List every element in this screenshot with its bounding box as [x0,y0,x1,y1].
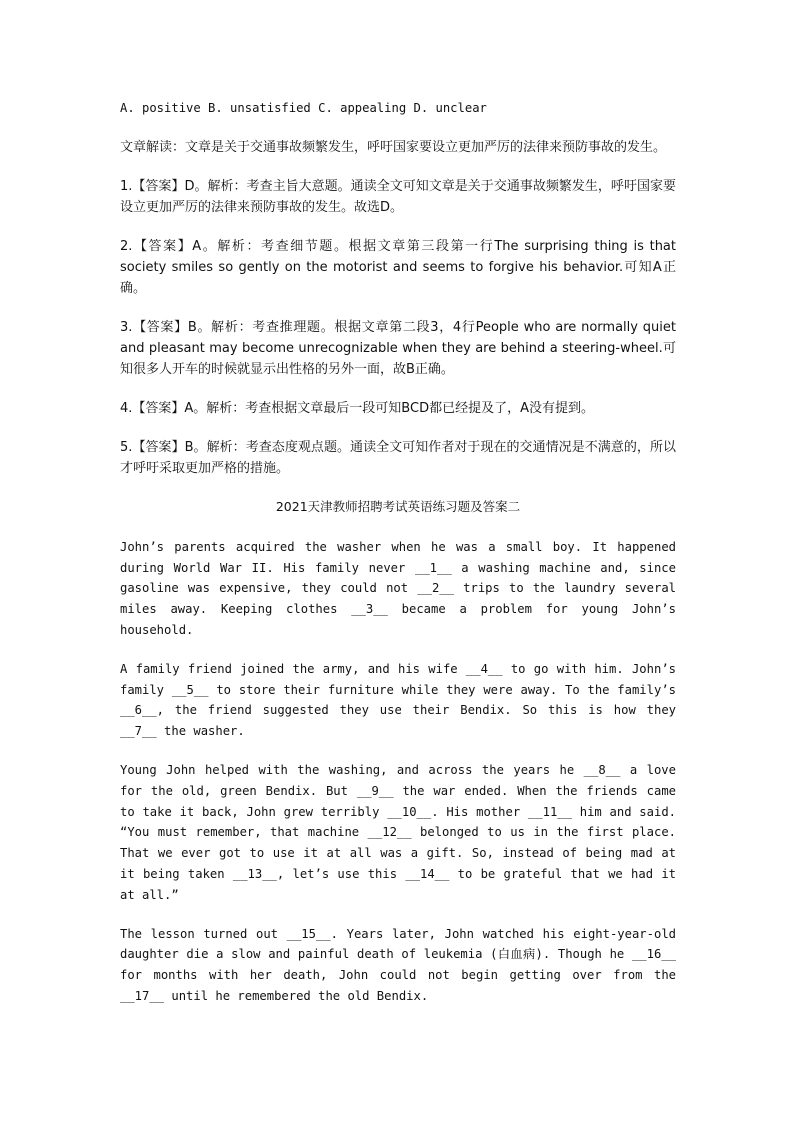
answer-3: 3.【答案】B。解析：考查推理题。根据文章第二段3，4行People who are normally quiet and pleasant may become unrecognizable when they are behind a steering-wheel.可知很多人开车的时候就显示出性格的另外一面，故B正确。 [120,319,676,377]
passage-paragraph-1: John’s parents acquired the washer when he was a small boy. It happened during World War II. His family never __1__ a washing machine and, since gasoline was expensive, they could not __2__ trips to the laundry several miles away. Keeping clothes __3__ became a problem for young John’s household. [120,539,676,637]
passage-paragraph-3: Young John helped with the washing, and across the years he __8__ a love for the old, green Bendix. But __9__ the war ended. When the friends came to take it back, John grew terribly __10__. His mother __11__ him and said. “You must remember, that machine __12__ belonged to us in the first place. That we ever got to use it at all was a gift. So, instead of being mad at it being taken __13__, let’s use this __14__ to be grateful that we had it at all.” [120,762,676,902]
options-line: A. positive B. unsatisfied C. appealing D. unclear [120,101,487,115]
passage-paragraph-2: A family friend joined the army, and his wife __4__ to go with him. John’s family __5__ to store their furniture while they were away. To the family’s __6__, the friend suggested they use their Bendix. So this is how they __7__ the washer. [120,661,676,739]
document-page [120,98,676,1025]
section-title: 2021天津教师招聘考试英语练习题及答案二 [275,498,521,514]
answer-4: 4.【答案】A。解析：考查根据文章最后一段可知BCD都已经提及了，A没有提到。 [120,400,594,416]
answer-1: 1.【答案】D。解析：考查主旨大意题。通读全文可知文章是关于交通事故频繁发生，呼吁国家要设立更加严厉的法律来预防事故的发生。故选D。 [120,178,676,215]
answer-5: 5.【答案】B。解析：考查态度观点题。通读全文可知作者对于现在的交通情况是不满意的，所以才呼吁采取更加严格的措施。 [120,439,676,476]
answer-2: 2.【答案】A。解析：考查细节题。根据文章第三段第一行The surprising thing is that society smiles so gently on the motorist and seems to forgive his behavior.可知A正确。 [120,238,676,296]
article-summary: 文章解读：文章是关于交通事故频繁发生，呼吁国家要设立更加严厉的法律来预防事故的发生。 [120,139,667,155]
passage-paragraph-4: The lesson turned out __15__. Years later, John watched his eight-year-old daughter die a slow and painful death of leukemia (白血病). Though he __16__ for months with her death, John could not begin getting over from the __17__ until he remembered the old Bendix. [120,926,676,1003]
